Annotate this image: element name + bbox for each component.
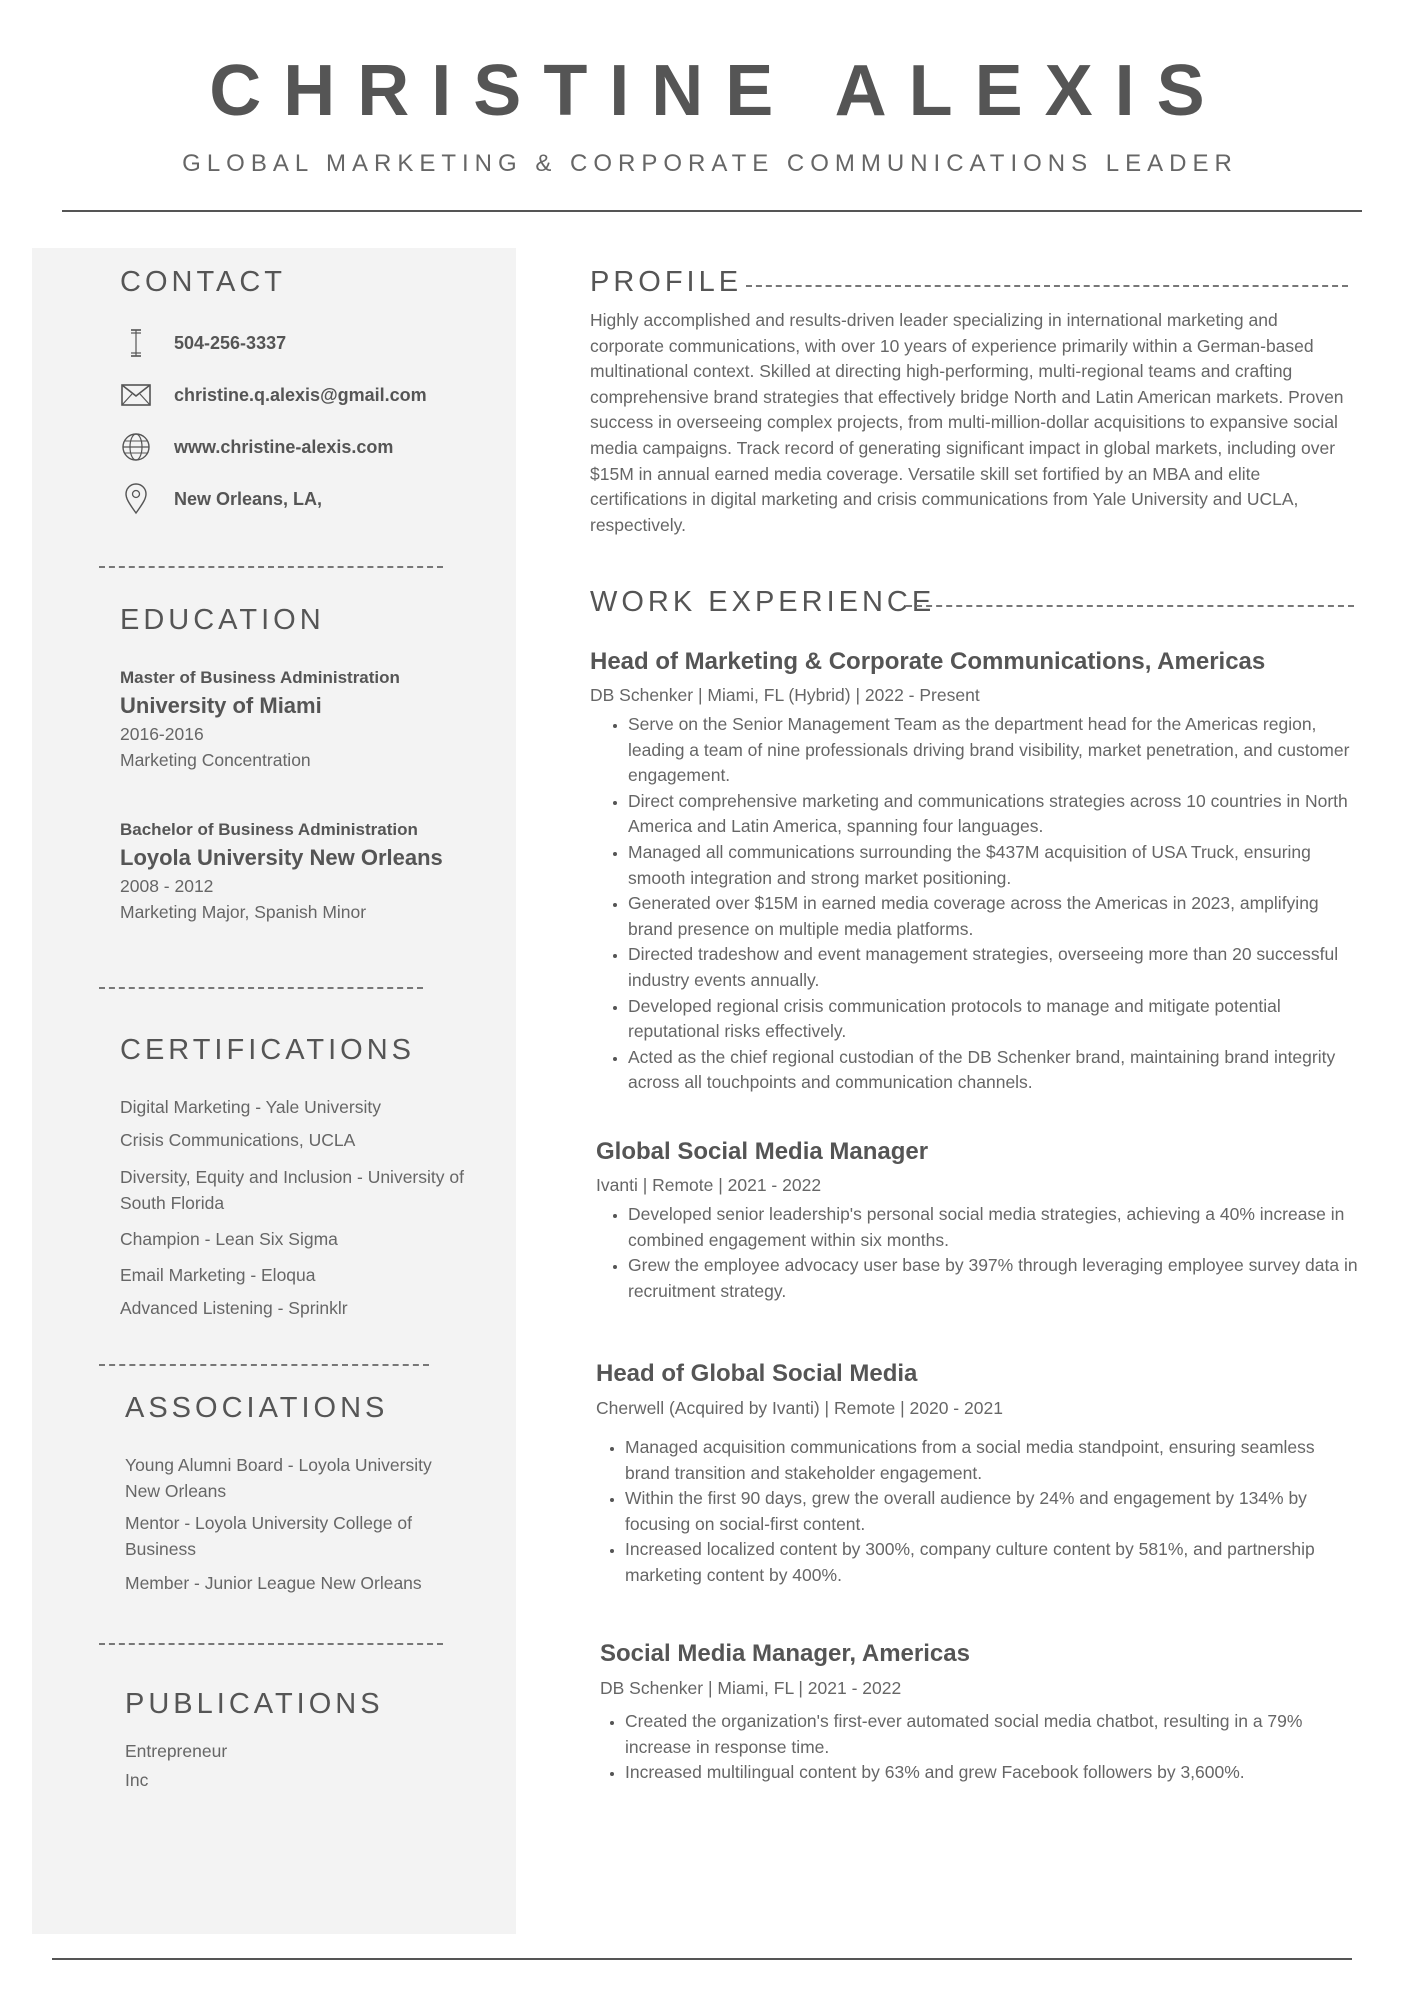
job-bullet: • Managed acquisition communications from a social media standpoint, ensuring seamless brand transition and stakeholder engagement. — [625, 1435, 1360, 1486]
contact-heading: CONTACT — [120, 266, 287, 298]
certification-item: Diversity, Equity and Inclusion - University of South Florida — [120, 1167, 464, 1213]
job-bullet: • Managed all communications surrounding the $437M acquisition of USA Truck, ensuring smooth integration and strong market positioning. — [628, 840, 1360, 891]
certification-item: Digital Marketing - Yale University — [120, 1097, 381, 1117]
map-pin-icon — [120, 483, 152, 515]
job-entry — [596, 1138, 1360, 1304]
publication-item: Inc — [125, 1770, 149, 1790]
job-bullet: • Within the first 90 days, grew the overall audience by 24% and engagement by 134% by focusing on social-first content. — [625, 1486, 1360, 1537]
candidate-tagline: GLOBAL MARKETING & CORPORATE COMMUNICATIONS LEADER — [182, 150, 1238, 177]
education-degree: Bachelor of Business Administration — [120, 820, 418, 839]
education-entry — [120, 668, 500, 771]
envelope-icon — [120, 379, 152, 411]
sidebar-divider — [99, 1364, 429, 1366]
certification-item: Champion - Lean Six Sigma — [120, 1229, 338, 1249]
job-bullet: • Increased multilingual content by 63% and grew Facebook followers by 3,600%. — [625, 1760, 1360, 1786]
job-entry — [600, 1640, 1360, 1786]
section-divider — [906, 605, 1354, 607]
job-title: Head of Marketing & Corporate Communications, Americas — [590, 648, 1266, 675]
publication-item: Entrepreneur — [125, 1741, 228, 1761]
footer-divider — [52, 1958, 1352, 1960]
education-heading: EDUCATION — [120, 604, 325, 636]
contact-website[interactable] — [120, 430, 500, 464]
job-title: Global Social Media Manager — [596, 1138, 929, 1165]
association-item: Young Alumni Board - Loyola University New Orleans — [125, 1455, 432, 1501]
certification-item: Email Marketing - Eloqua — [120, 1265, 316, 1285]
association-item: Mentor - Loyola University College of Business — [125, 1513, 412, 1559]
candidate-name: CHRISTINE ALEXIS — [209, 51, 1227, 131]
contact-email[interactable] — [120, 378, 500, 412]
section-divider — [746, 285, 1348, 287]
job-bullet: • Generated over $15M in earned media coverage across the Americas in 2023, amplifying brand presence on multiple media platforms. — [628, 891, 1360, 942]
website-link[interactable]: www.christine-alexis.com — [174, 436, 394, 457]
job-bullet: • Directed tradeshow and event management strategies, overseeing more than 20 successful industry events annually. — [628, 942, 1360, 993]
sidebar-divider — [99, 566, 443, 568]
job-bullet: • Developed senior leadership's personal social media strategies, achieving a 40% increase in combined engagement within six months. — [628, 1202, 1360, 1253]
phone-text: 504-256-3337 — [174, 332, 287, 353]
job-title: Social Media Manager, Americas — [600, 1640, 970, 1667]
header-divider — [62, 210, 1362, 212]
job-bullet: • Increased localized content by 300%, company culture content by 581%, and partnership marketing content by 400%. — [625, 1537, 1360, 1588]
education-school: University of Miami — [120, 693, 322, 718]
job-entry — [596, 1360, 1360, 1589]
education-detail: Marketing Concentration — [120, 750, 311, 770]
profile-heading: PROFILE — [590, 266, 743, 298]
contact-phone — [120, 326, 500, 360]
education-school: Loyola University New Orleans — [120, 845, 443, 870]
education-years: 2008 - 2012 — [120, 876, 214, 896]
education-entry — [120, 820, 500, 923]
job-entry — [590, 648, 1360, 1096]
certification-item: Crisis Communications, UCLA — [120, 1130, 356, 1150]
profile-summary: Highly accomplished and results-driven leader specializing in international marketing and corporate communications, with over 10 years of experience primarily within a German-based multinational context. Skilled at directing high-performing, multi-regional teams and crafting comprehensive brand strategies that effectively bridge North and Latin American markets. Proven success in overseeing complex projects, from multi-million-dollar acquisitions to expansive social media campaigns. Track record of generating significant impact in global markets, including over $15M in annual earned media coverage. Versatile skill set fortified by an MBA and elite certifications in digital marketing and crisis communications from Yale University and UCLA, respectively. — [590, 310, 1344, 535]
globe-icon — [120, 431, 152, 463]
job-bullet: • Serve on the Senior Management Team as the department head for the Americas region, leading a team of nine professionals driving brand visibility, market penetration, and customer engagement. — [628, 712, 1360, 789]
education-degree: Master of Business Administration — [120, 668, 400, 687]
location-text: New Orleans, LA, — [174, 488, 323, 509]
contact-location — [120, 482, 500, 516]
education-detail: Marketing Major, Spanish Minor — [120, 902, 367, 922]
certifications-heading: CERTIFICATIONS — [120, 1034, 415, 1066]
sidebar-divider — [99, 1643, 443, 1645]
associations-heading: ASSOCIATIONS — [125, 1392, 389, 1424]
job-bullet: • Developed regional crisis communication protocols to manage and mitigate potential reputational risks effectively. — [628, 994, 1360, 1045]
certification-item: Advanced Listening - Sprinklr — [120, 1298, 348, 1318]
job-bullet: • Grew the employee advocacy user base by 397% through leveraging employee survey data in recruitment strategy. — [628, 1253, 1360, 1304]
job-bullet: • Acted as the chief regional custodian of the DB Schenker brand, maintaining brand integrity across all touchpoints and communication channels. — [628, 1045, 1360, 1096]
job-bullet: • Created the organization's first-ever automated social media chatbot, resulting in a 79% increase in response time. — [625, 1709, 1360, 1760]
phone-icon — [120, 327, 152, 359]
job-title: Head of Global Social Media — [596, 1360, 918, 1387]
job-bullet: • Direct comprehensive marketing and communications strategies across 10 countries in North America and Latin America, spanning four languages. — [628, 789, 1360, 840]
job-meta: DB Schenker | Miami, FL | 2021 - 2022 — [600, 1678, 902, 1698]
job-meta: Cherwell (Acquired by Ivanti) | Remote | 2020 - 2021 — [596, 1398, 1003, 1418]
job-meta: Ivanti | Remote | 2021 - 2022 — [596, 1175, 822, 1195]
work-experience-heading: WORK EXPERIENCE — [590, 586, 936, 618]
job-meta: DB Schenker | Miami, FL (Hybrid) | 2022 - Present — [590, 685, 980, 705]
association-item: Member - Junior League New Orleans — [125, 1573, 422, 1593]
education-years: 2016-2016 — [120, 724, 204, 744]
publications-heading: PUBLICATIONS — [125, 1688, 384, 1720]
email-link[interactable]: christine.q.alexis@gmail.com — [174, 384, 427, 405]
sidebar-divider — [99, 987, 423, 989]
